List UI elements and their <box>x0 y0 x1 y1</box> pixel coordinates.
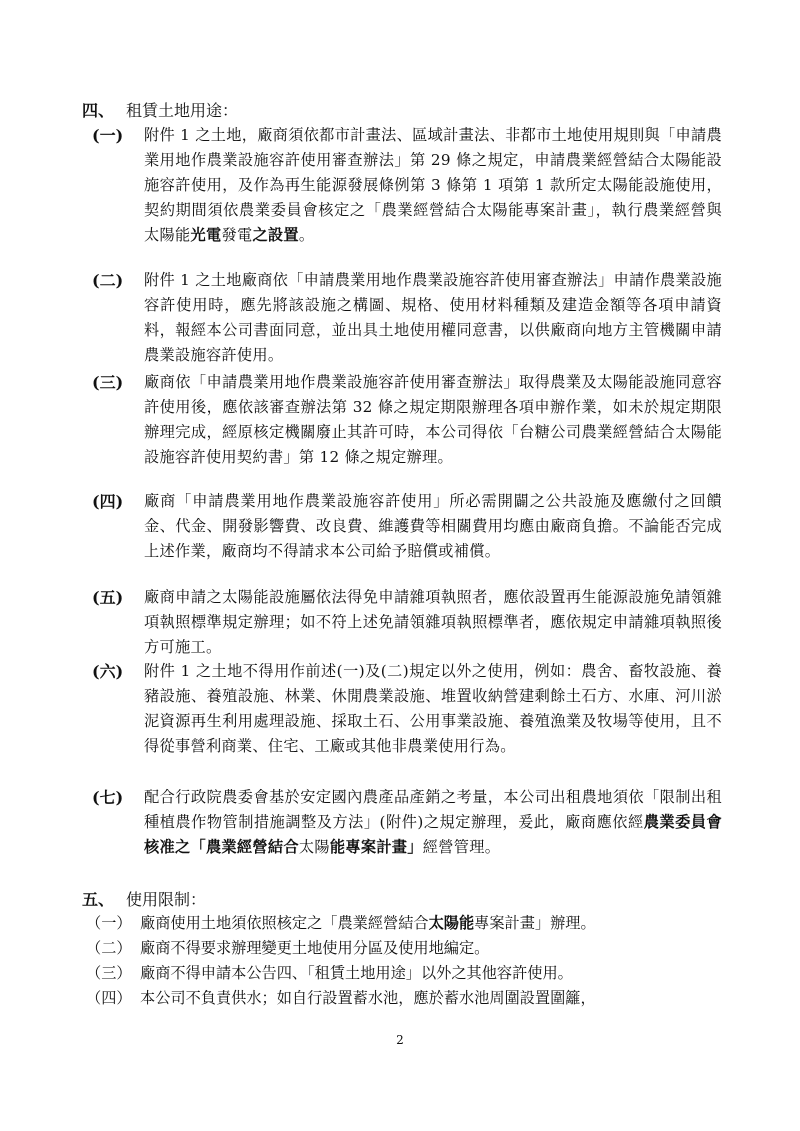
item-text: 配合行政院農委會基於安定國內農產品產銷之考量，本公司出租農地須依「限制出租種植農作物管制措施調整及方法」(附件)之規定辦理，爰此，廠商應依經農業委員會核准之「農業經營結合太陽能專案計畫」經營管理。 <box>144 788 723 856</box>
item-label: (六) <box>92 662 124 681</box>
page-number: 2 <box>396 1033 404 1047</box>
item-label: (三) <box>92 373 124 392</box>
section-5-number: 五、 <box>82 890 115 909</box>
section-5-heading <box>82 887 206 910</box>
section-4-item-2 <box>92 268 722 368</box>
item-label: （四） <box>86 989 132 1007</box>
item-text: 附件 1 之土地廠商依「申請農業用地作農業設施容許使用審查辦法」申請作農業設施容許使用時，應先將該設施之構圖、規格、使用材料種類及建造金額等各項申請資料，報經本公司書面同意，並出具土地使用權同意書，以供廠商向地方主管機關申請農業設施容許使用。 <box>144 271 722 364</box>
section-4-heading <box>82 98 238 121</box>
section-4-item-4 <box>92 489 722 564</box>
section-4-title: 租賃土地用途： <box>126 101 239 120</box>
item-text: 廠商申請之太陽能設施屬依法得免申請雜項執照者，應依設置再生能源設施免請領雜項執照標準規定辦理；如不符上述免請領雜項執照標準者，應依規定申請雜項執照後方可施工。 <box>144 588 722 656</box>
item-text: 附件 1 之土地不得用作前述(一)及(二)規定以外之使用，例如：農舍、畜牧設施、養豬設施、養殖設施、林業、休閒農業設施、堆置收納營建剩餘土石方、水庫、河川淤泥資源再生利用處理設施、採取土石、公用事業設施、養殖漁業及牧場等使用，且不得從事營利商業、住宅、工廠或其他非農業使用行為。 <box>144 662 722 755</box>
section-4-item-3 <box>92 370 722 470</box>
item-label: (一) <box>92 126 124 145</box>
item-label: （三） <box>86 964 132 982</box>
item-text: 附件 1 之土地，廠商須依都市計畫法、區域計畫法、非都市土地使用規則與「申請農業用地作農業設施容許使用審查辦法」第 29 條之規定，申請農業經營結合太陽能設施容許使用，及作為再生能源發展條例第 3 條第 1 項第 1 款所定太陽能設施使用，契約期間須依農業委員會核定之「農業經營結合太陽能專案計畫」，執行農業經營與太陽能光電發電之設置。 <box>144 126 722 244</box>
section-5-item-1: （一） 廠商使用土地須依照核定之「農業經營結合太陽能專案計畫」辦理。 <box>86 914 596 932</box>
section-5-title: 使用限制： <box>126 890 207 909</box>
item-text: 廠商不得申請本公告四、「租賃土地用途」以外之其他容許使用。 <box>140 964 573 982</box>
section-5-item-3 <box>86 962 726 983</box>
section-4-number: 四、 <box>82 101 115 120</box>
section-4-item-7 <box>92 785 722 860</box>
section-5-item-2 <box>86 937 726 958</box>
section-5-item-4 <box>86 987 726 1008</box>
item-label: (七) <box>92 788 124 807</box>
section-4-item-6 <box>92 659 722 759</box>
item-label: (五) <box>92 588 124 607</box>
item-label: （二） <box>86 939 132 957</box>
section-4-item-5 <box>92 585 722 660</box>
item-text: 廠商不得要求辦理變更土地使用分區及使用地編定。 <box>140 939 490 957</box>
section-4-item-1 <box>92 123 722 248</box>
item-text: 廠商依「申請農業用地作農業設施容許使用審查辦法」取得農業及太陽能設施同意容許使用後，應依該審查辦法第 32 條之規定期限辦理各項申辦作業，如未於規定期限辦理完成，經原核定機關廢止其許可時，本公司得依「台糖公司農業經營結合太陽能設施容許使用契約書」第 12 條之規定辦理。 <box>144 373 722 466</box>
item-label: （一） <box>86 914 132 932</box>
item-text: 本公司不負責供水；如自行設置蓄水池，應於蓄水池周圍設置圍籬， <box>140 989 596 1007</box>
item-label: (二) <box>92 271 124 290</box>
item-label: (四) <box>92 492 124 511</box>
item-text: 廠商「申請農業用地作農業設施容許使用」所必需開闢之公共設施及應繳付之回饋金、代金、開發影響費、改良費、維護費等相關費用均應由廠商負擔。不論能否完成上述作業，廠商均不得請求本公司給予賠償或補償。 <box>144 492 722 560</box>
